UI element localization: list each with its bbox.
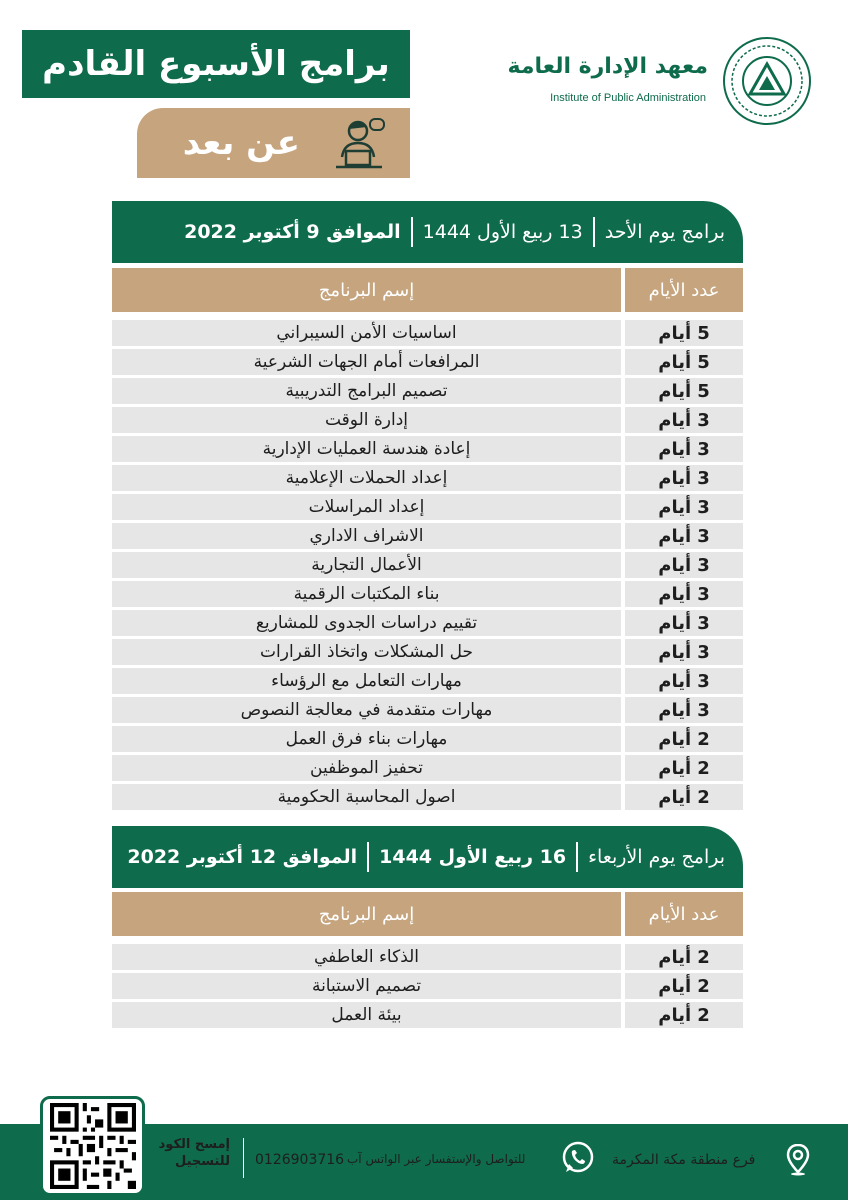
branch-label: فرع منطقة مكة المكرمة [612, 1152, 756, 1168]
table-row [112, 973, 743, 999]
column-header-days: عدد الأيام [625, 268, 743, 312]
program-days-cell [625, 610, 743, 636]
section-banner-sunday [112, 201, 743, 263]
remote-learner-icon [330, 113, 390, 173]
table-row [112, 378, 743, 404]
institute-logo [507, 36, 812, 136]
column-header-program: إسم البرنامج [112, 268, 621, 312]
program-days-cell [625, 668, 743, 694]
program-days-cell [625, 581, 743, 607]
table-row [112, 552, 743, 578]
program-days-cell [625, 784, 743, 810]
program-name-cell: الذكاء العاطفي [112, 944, 621, 970]
page-title: برامج الأسبوع القادم [22, 30, 410, 98]
program-days-cell [625, 523, 743, 549]
programs-table-wednesday [112, 892, 743, 1031]
program-days-cell [625, 726, 743, 752]
program-days-unit: أيام [658, 728, 692, 750]
program-days-number: 3 [697, 409, 710, 431]
banner-hijri-date: 16 ربيع الأول 1444 [379, 846, 567, 868]
table-row [112, 523, 743, 549]
program-days-unit: أيام [658, 583, 692, 605]
banner-divider [593, 217, 595, 247]
table-row [112, 755, 743, 781]
logo-arabic-name: معهد الإدارة العامة [507, 54, 708, 79]
program-name-cell: حل المشكلات واتخاذ القرارات [112, 639, 621, 665]
programs-table-sunday [112, 268, 743, 813]
program-days-cell [625, 552, 743, 578]
program-days-unit: أيام [658, 554, 692, 576]
program-name-cell: اساسيات الأمن السيبراني [112, 320, 621, 346]
program-days-unit: أيام [658, 670, 692, 692]
location-pin-icon [786, 1144, 810, 1176]
banner-gregorian-date: الموافق 9 أكتوبر 2022 [184, 221, 401, 243]
program-days-number: 2 [697, 757, 710, 779]
program-days-number: 2 [697, 946, 710, 968]
table-row [112, 436, 743, 462]
footer-divider [243, 1138, 244, 1178]
program-days-unit: أيام [658, 699, 692, 721]
program-days-unit: أيام [658, 467, 692, 489]
program-days-unit: أيام [658, 409, 692, 431]
table-row [112, 944, 743, 970]
program-days-unit: أيام [658, 322, 692, 344]
whatsapp-icon[interactable] [560, 1140, 596, 1176]
program-days-cell [625, 697, 743, 723]
table-row [112, 407, 743, 433]
program-days-number: 3 [697, 496, 710, 518]
table-header [112, 268, 743, 312]
table-header [112, 892, 743, 936]
program-days-unit: أيام [658, 786, 692, 808]
program-days-number: 3 [697, 438, 710, 460]
program-name-cell: مهارات بناء فرق العمل [112, 726, 621, 752]
program-days-number: 2 [697, 728, 710, 750]
program-days-number: 3 [697, 583, 710, 605]
program-name-cell: المرافعات أمام الجهات الشرعية [112, 349, 621, 375]
table-row [112, 1002, 743, 1028]
table-row [112, 494, 743, 520]
whatsapp-phone-number[interactable]: 0126903716 [255, 1152, 345, 1168]
table-row [112, 320, 743, 346]
program-days-number: 2 [697, 1004, 710, 1026]
program-name-cell: الاشراف الاداري [112, 523, 621, 549]
program-days-number: 3 [697, 670, 710, 692]
table-body [112, 320, 743, 810]
program-days-number: 2 [697, 975, 710, 997]
program-days-number: 3 [697, 641, 710, 663]
table-body [112, 944, 743, 1028]
banner-divider [367, 842, 369, 872]
program-days-unit: أيام [658, 641, 692, 663]
program-name-cell: إعداد المراسلات [112, 494, 621, 520]
scan-line-2: للتسجيل [174, 1154, 230, 1169]
banner-gregorian-date: الموافق 12 أكتوبر 2022 [127, 846, 358, 868]
registration-qr-code[interactable] [40, 1096, 145, 1196]
program-name-cell: إدارة الوقت [112, 407, 621, 433]
table-row [112, 465, 743, 491]
program-days-cell [625, 755, 743, 781]
table-row [112, 639, 743, 665]
table-row [112, 581, 743, 607]
program-days-number: 3 [697, 554, 710, 576]
program-days-number: 3 [697, 612, 710, 634]
program-days-number: 3 [697, 699, 710, 721]
program-name-cell: مهارات التعامل مع الرؤساء [112, 668, 621, 694]
table-row [112, 726, 743, 752]
program-days-unit: أيام [658, 351, 692, 373]
program-days-unit: أيام [658, 975, 692, 997]
program-days-unit: أيام [658, 612, 692, 634]
banner-divider [411, 217, 413, 247]
program-days-number: 5 [697, 322, 710, 344]
program-days-unit: أيام [658, 525, 692, 547]
banner-divider [576, 842, 578, 872]
institute-seal-icon [722, 36, 812, 126]
program-days-number: 3 [697, 525, 710, 547]
program-days-cell [625, 494, 743, 520]
banner-prefix: برامج يوم الأحد [604, 221, 725, 243]
program-name-cell: مهارات متقدمة في معالجة النصوص [112, 697, 621, 723]
banner-prefix: برامج يوم الأربعاء [588, 846, 725, 868]
banner-hijri-date: 13 ربيع الأول 1444 [422, 221, 583, 243]
program-days-cell [625, 320, 743, 346]
column-header-days: عدد الأيام [625, 892, 743, 936]
program-days-number: 3 [697, 467, 710, 489]
program-days-cell [625, 465, 743, 491]
program-name-cell: تصميم البرامج التدريبية [112, 378, 621, 404]
program-days-unit: أيام [658, 438, 692, 460]
program-days-cell [625, 407, 743, 433]
scan-line-1: إمسح الكود [158, 1137, 230, 1152]
program-name-cell: تقييم دراسات الجدوى للمشاريع [112, 610, 621, 636]
table-row [112, 349, 743, 375]
table-row [112, 668, 743, 694]
table-row [112, 697, 743, 723]
remote-label: عن بعد [182, 123, 300, 163]
program-name-cell: اصول المحاسبة الحكومية [112, 784, 621, 810]
program-name-cell: بيئة العمل [112, 1002, 621, 1028]
program-name-cell: إعادة هندسة العمليات الإدارية [112, 436, 621, 462]
program-days-cell [625, 436, 743, 462]
program-name-cell: تحفيز الموظفين [112, 755, 621, 781]
qr-code-icon [50, 1103, 136, 1189]
scan-code-label [150, 1136, 230, 1170]
program-days-unit: أيام [658, 946, 692, 968]
program-days-number: 5 [697, 351, 710, 373]
section-banner-wednesday [112, 826, 743, 888]
program-name-cell: بناء المكتبات الرقمية [112, 581, 621, 607]
column-header-program: إسم البرنامج [112, 892, 621, 936]
program-name-cell: تصميم الاستبانة [112, 973, 621, 999]
program-name-cell: إعداد الحملات الإعلامية [112, 465, 621, 491]
program-days-number: 5 [697, 380, 710, 402]
program-days-unit: أيام [658, 496, 692, 518]
program-days-cell [625, 349, 743, 375]
program-days-cell [625, 1002, 743, 1028]
program-name-cell: الأعمال التجارية [112, 552, 621, 578]
program-days-cell [625, 944, 743, 970]
program-days-cell [625, 378, 743, 404]
program-days-unit: أيام [658, 757, 692, 779]
program-days-unit: أيام [658, 1004, 692, 1026]
contact-label: للتواصل والإستفسار عبر الواتس آب [347, 1152, 526, 1166]
remote-badge [137, 108, 410, 178]
table-row [112, 610, 743, 636]
program-days-unit: أيام [658, 380, 692, 402]
program-days-cell [625, 973, 743, 999]
logo-english-name: Institute of Public Administration [550, 92, 706, 104]
program-days-cell [625, 639, 743, 665]
table-row [112, 784, 743, 810]
program-days-number: 2 [697, 786, 710, 808]
